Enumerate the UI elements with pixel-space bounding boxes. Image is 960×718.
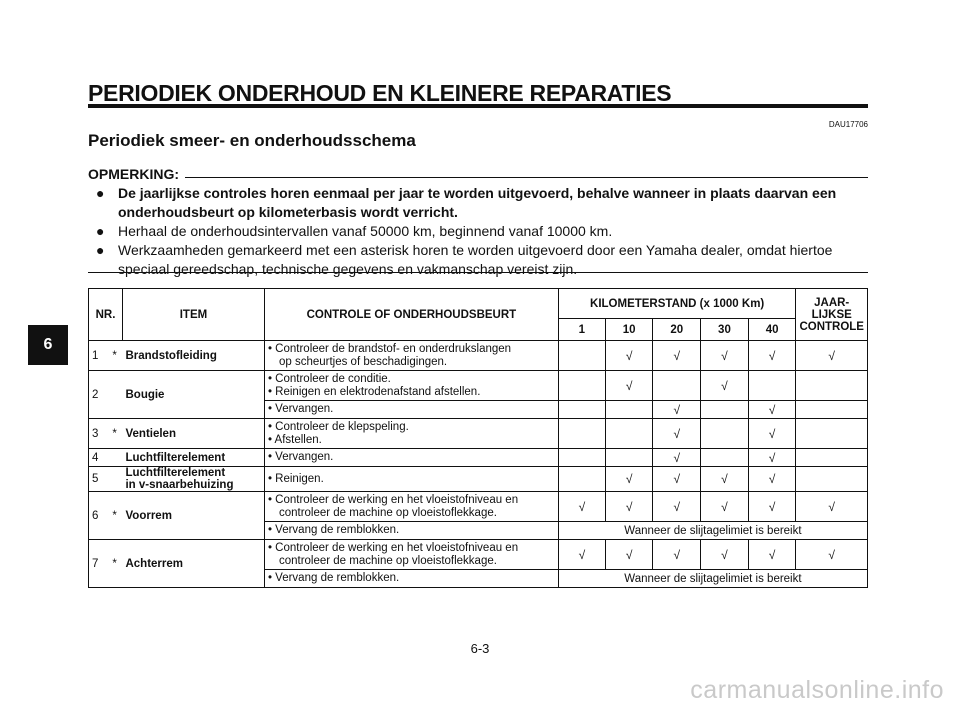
check-mark-icon: √ bbox=[768, 472, 776, 486]
item-name-line: Ventielen bbox=[125, 427, 176, 440]
interval-check-cell bbox=[701, 419, 749, 449]
header-annual-line2: LIJKSE bbox=[811, 308, 852, 321]
interval-check-cell bbox=[748, 401, 796, 419]
interval-note: Wanneer de slijtagelimiet is bereikt bbox=[558, 522, 867, 540]
action-description bbox=[264, 449, 558, 467]
item-name bbox=[122, 371, 264, 419]
interval-check-cell bbox=[558, 449, 605, 467]
interval-check-cell bbox=[605, 540, 653, 570]
interval-check-cell bbox=[748, 467, 796, 492]
item-name bbox=[122, 540, 264, 588]
check-mark-icon: √ bbox=[768, 450, 776, 465]
interval-check-cell bbox=[653, 341, 701, 371]
table-row bbox=[89, 540, 868, 570]
check-mark-icon: √ bbox=[673, 547, 681, 562]
interval-check-cell bbox=[701, 371, 749, 401]
maintenance-table bbox=[88, 288, 868, 588]
interval-check-cell bbox=[605, 467, 653, 492]
interval-check-cell bbox=[653, 419, 701, 449]
action-line: • Controleer de klepspeling. bbox=[267, 420, 409, 433]
check-mark-icon: √ bbox=[578, 499, 586, 514]
dealer-asterisk: * bbox=[107, 419, 123, 449]
check-mark-icon: √ bbox=[721, 378, 728, 393]
dealer-asterisk: * bbox=[107, 341, 123, 371]
header-item: ITEM bbox=[122, 289, 264, 341]
dealer-asterisk: * bbox=[107, 492, 123, 540]
note-bullet-text: Herhaal de onderhoudsintervallen vanaf 50000 km, beginnend vanaf 10000 km. bbox=[118, 223, 613, 239]
action-line: • Controleer de conditie. bbox=[267, 372, 391, 385]
action-description bbox=[264, 371, 558, 401]
item-name-line: Bougie bbox=[125, 388, 165, 401]
chapter-tab: 6 bbox=[28, 325, 68, 365]
table-row bbox=[89, 449, 868, 467]
item-name-line: Luchtfilterelement bbox=[125, 451, 226, 464]
action-description bbox=[264, 467, 558, 492]
check-mark-icon: √ bbox=[828, 348, 835, 363]
interval-check-cell bbox=[796, 341, 868, 371]
interval-check-cell bbox=[748, 371, 796, 401]
action-line: • Vervangen. bbox=[267, 451, 334, 463]
note-bullet bbox=[96, 184, 868, 222]
check-mark-icon: √ bbox=[625, 547, 633, 562]
item-name-line: Achterrem bbox=[125, 557, 184, 570]
check-mark-icon: √ bbox=[673, 499, 681, 514]
header-annual-line3: CONTROLE bbox=[799, 320, 864, 333]
interval-check-cell bbox=[558, 401, 605, 419]
item-name-line: Voorrem bbox=[125, 509, 172, 522]
interval-check-cell bbox=[748, 449, 796, 467]
check-mark-icon: √ bbox=[625, 348, 633, 363]
item-name bbox=[122, 419, 264, 449]
header-km-col: 1 bbox=[558, 319, 605, 341]
check-mark-icon: √ bbox=[625, 378, 633, 393]
check-mark-icon: √ bbox=[721, 499, 728, 514]
interval-check-cell bbox=[796, 449, 868, 467]
note-heading-rule bbox=[185, 177, 868, 178]
action-line: • Reinigen en elektrodenafstand afstellen. bbox=[267, 385, 481, 398]
action-description bbox=[264, 570, 558, 588]
table-row bbox=[89, 467, 868, 492]
check-mark-icon: √ bbox=[673, 402, 681, 417]
page-number: 6-3 bbox=[470, 641, 490, 656]
interval-check-cell bbox=[558, 492, 605, 522]
action-line: • Afstellen. bbox=[267, 433, 322, 446]
check-mark-icon: √ bbox=[673, 450, 681, 465]
dealer-asterisk bbox=[107, 449, 123, 467]
doc-code: DAU17706 bbox=[828, 120, 868, 129]
header-annual-line1: JAAR- bbox=[814, 296, 850, 309]
header-km-col: 30 bbox=[701, 319, 749, 341]
note-end-rule bbox=[88, 272, 868, 273]
interval-check-cell bbox=[558, 371, 605, 401]
table-row bbox=[89, 492, 868, 522]
interval-check-cell bbox=[796, 540, 868, 570]
interval-check-cell bbox=[701, 449, 749, 467]
interval-check-cell bbox=[605, 371, 653, 401]
check-mark-icon: √ bbox=[768, 348, 776, 363]
action-description bbox=[264, 540, 558, 570]
check-mark-icon: √ bbox=[673, 348, 681, 363]
interval-check-cell bbox=[653, 540, 701, 570]
check-mark-icon: √ bbox=[768, 499, 776, 514]
interval-check-cell bbox=[748, 419, 796, 449]
interval-check-cell bbox=[605, 401, 653, 419]
check-mark-icon: √ bbox=[721, 472, 728, 486]
interval-check-cell bbox=[558, 467, 605, 492]
action-line: op scheurtjes of beschadigingen. bbox=[278, 355, 448, 368]
interval-note: Wanneer de slijtagelimiet is bereikt bbox=[558, 570, 867, 588]
check-mark-icon: √ bbox=[721, 348, 728, 363]
header-km-col: 20 bbox=[653, 319, 701, 341]
interval-check-cell bbox=[605, 419, 653, 449]
interval-check-cell bbox=[605, 449, 653, 467]
dealer-asterisk bbox=[107, 467, 123, 492]
interval-check-cell bbox=[653, 449, 701, 467]
check-mark-icon: √ bbox=[768, 426, 776, 441]
interval-check-cell bbox=[701, 492, 749, 522]
action-line: • Vervangen. bbox=[267, 403, 334, 415]
action-line: • Controleer de werking en het vloeistofniveau en bbox=[267, 541, 519, 554]
interval-check-cell bbox=[653, 401, 701, 419]
note-heading bbox=[88, 166, 868, 182]
row-number: 6 bbox=[89, 492, 107, 540]
check-mark-icon: √ bbox=[578, 547, 586, 562]
check-mark-icon: √ bbox=[768, 402, 776, 417]
interval-check-cell bbox=[748, 540, 796, 570]
interval-check-cell bbox=[796, 401, 868, 419]
check-mark-icon: √ bbox=[625, 472, 633, 486]
action-description bbox=[264, 522, 558, 540]
interval-check-cell bbox=[701, 540, 749, 570]
row-number: 5 bbox=[89, 467, 107, 492]
note-bullet bbox=[96, 241, 868, 279]
action-line: controleer de machine op vloeistoflekkage. bbox=[278, 506, 497, 519]
interval-check-cell bbox=[701, 341, 749, 371]
check-mark-icon: √ bbox=[673, 472, 681, 486]
header-nr: NR. bbox=[89, 289, 123, 341]
dealer-asterisk: * bbox=[107, 540, 123, 588]
header-km-col: 10 bbox=[605, 319, 653, 341]
check-mark-icon: √ bbox=[673, 426, 681, 441]
check-mark-icon: √ bbox=[828, 499, 835, 514]
action-description bbox=[264, 492, 558, 522]
subtitle: Periodiek smeer- en onderhoudsschema bbox=[88, 131, 416, 150]
row-number: 3 bbox=[89, 419, 107, 449]
title-rule bbox=[88, 104, 868, 108]
header-km-col: 40 bbox=[748, 319, 796, 341]
interval-check-cell bbox=[558, 341, 605, 371]
action-description bbox=[264, 419, 558, 449]
note-bullet bbox=[96, 222, 868, 241]
header-km: KILOMETERSTAND (x 1000 Km) bbox=[558, 289, 796, 319]
item-name bbox=[122, 449, 264, 467]
action-line: • Vervang de remblokken. bbox=[267, 572, 400, 584]
dealer-asterisk bbox=[107, 371, 123, 419]
check-mark-icon: √ bbox=[828, 547, 835, 562]
action-description bbox=[264, 341, 558, 371]
row-number: 4 bbox=[89, 449, 107, 467]
interval-check-cell bbox=[653, 467, 701, 492]
note-bullet-text: Werkzaamheden gemarkeerd met een asterisk horen te worden uitgevoerd door een Yamaha dealer, omdat hiertoe speciaal gereedschap, technische gegevens en vakmanschap vereist zijn. bbox=[118, 242, 833, 277]
action-line: controleer de machine op vloeistoflekkage. bbox=[278, 554, 497, 567]
check-mark-icon: √ bbox=[768, 547, 776, 562]
interval-check-cell bbox=[796, 467, 868, 492]
row-number: 7 bbox=[89, 540, 107, 588]
header-action: CONTROLE OF ONDERHOUDSBEURT bbox=[264, 289, 558, 341]
section-title: PERIODIEK ONDERHOUD EN KLEINERE REPARATIES bbox=[88, 80, 672, 106]
interval-check-cell bbox=[653, 492, 701, 522]
interval-check-cell bbox=[653, 371, 701, 401]
item-name-line: Luchtfilterelement bbox=[125, 467, 226, 479]
check-mark-icon: √ bbox=[625, 499, 633, 514]
row-number: 2 bbox=[89, 371, 107, 419]
bullet-dot-icon: ● bbox=[96, 242, 105, 258]
action-line: • Controleer de brandstof- en onderdrukslangen bbox=[267, 342, 512, 355]
interval-check-cell bbox=[796, 492, 868, 522]
table-row bbox=[89, 419, 868, 449]
item-name bbox=[122, 341, 264, 371]
interval-check-cell bbox=[605, 492, 653, 522]
check-mark-icon: √ bbox=[721, 547, 728, 562]
item-name-line: Brandstofleiding bbox=[125, 349, 217, 362]
item-name bbox=[122, 467, 264, 492]
note-heading-label: OPMERKING: bbox=[88, 166, 179, 182]
action-line: • Reinigen. bbox=[267, 472, 324, 485]
watermark: carmanualsonline.info bbox=[690, 676, 944, 704]
interval-check-cell bbox=[701, 467, 749, 492]
interval-check-cell bbox=[558, 419, 605, 449]
bullet-dot-icon: ● bbox=[96, 223, 105, 239]
action-line: • Controleer de werking en het vloeistofniveau en bbox=[267, 493, 519, 506]
interval-check-cell bbox=[605, 341, 653, 371]
note-bullets bbox=[96, 184, 868, 279]
note-bullet-text: De jaarlijkse controles horen eenmaal per jaar te worden uitgevoerd, behalve wanneer in plaats daarvan een onderhoudsbeurt op kilometerbasis wordt verricht. bbox=[118, 185, 837, 220]
interval-check-cell bbox=[748, 341, 796, 371]
interval-check-cell bbox=[796, 371, 868, 401]
interval-check-cell bbox=[558, 540, 605, 570]
item-name bbox=[122, 492, 264, 540]
action-description bbox=[264, 401, 558, 419]
interval-check-cell bbox=[748, 492, 796, 522]
action-line: • Vervang de remblokken. bbox=[267, 524, 400, 536]
bullet-dot-icon: ● bbox=[96, 185, 105, 201]
interval-check-cell bbox=[701, 401, 749, 419]
table-row bbox=[89, 371, 868, 401]
interval-check-cell bbox=[796, 419, 868, 449]
row-number: 1 bbox=[89, 341, 107, 371]
table-row bbox=[89, 341, 868, 371]
header-annual bbox=[796, 289, 868, 341]
item-name-line: in v-snaarbehuizing bbox=[125, 479, 234, 491]
